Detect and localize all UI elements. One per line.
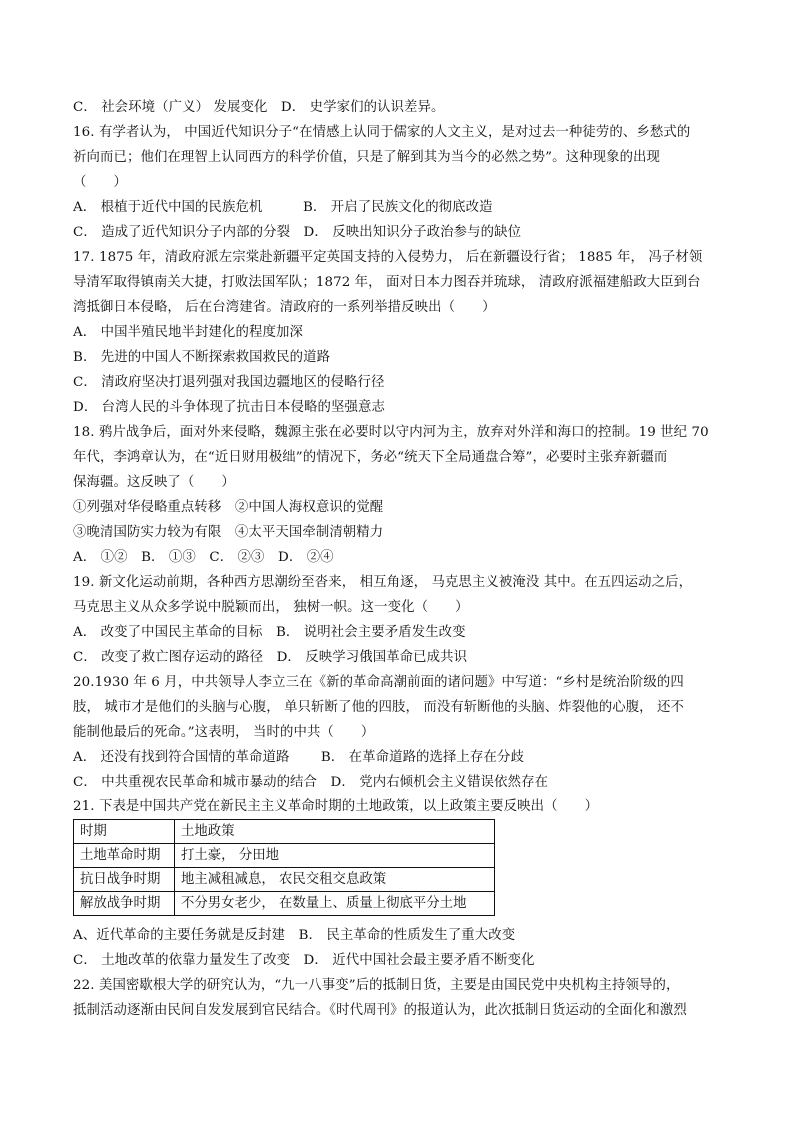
table-header-row — [74, 820, 495, 844]
table-cell: 打土豪， 分田地 — [175, 844, 495, 868]
statement-line: ①列强对华侵略重点转移 ②中国人海权意识的觉醒 — [73, 500, 384, 515]
question-21: 21. 下表是中国共产党在新民主主义革命时期的土地政策，以上政策主要反映出（ ） — [73, 799, 599, 814]
option-line: B． 先进的中国人不断探索救国救民的道路 — [73, 350, 331, 365]
statement-line: ③晚清国防实力较为有限 ④太平天国牵制清朝精力 — [73, 525, 384, 540]
option-line: C． 土地改革的依靠力量发生了改变 D． 近代中国社会最主要矛盾不断变化 — [73, 953, 535, 968]
question-22: 22. 美国密歇根大学的研究认为，“九一八事变”后的抵制日货，主要是由国民党中央机构主持领导的， — [73, 978, 680, 993]
question-text: 祈向而已；他们在理智上认同西方的科学价值，只是了解到其为当今的必然之势”。这种现象的出现 — [73, 150, 661, 165]
table-cell: 土地革命时期 — [74, 844, 175, 868]
question-text: 能制他最后的死命。”这表明， 当时的中共（ ） — [73, 725, 375, 740]
question-17: 17. 1875 年，清政府派左宗棠赴新疆平定英国支持的入侵势力， 后在新疆设行省； 1885 年， 冯子材领 — [73, 250, 703, 265]
option-line: C． 清政府坚决打退列强对我国边疆地区的侵略行径 — [73, 375, 385, 390]
table-cell: 不分男女老少， 在数量上、质量上彻底平分土地 — [175, 892, 495, 916]
option-line: A． 中国半殖民地半封建化的程度加深 — [73, 325, 303, 340]
question-19: 19. 新文化运动前期，各种西方思潮纷至沓来， 相互角逐， 马克思主义被淹没 其中。在五四运动之后， — [73, 575, 693, 590]
option-line: A． 根植于近代中国的民族危机 B． 开启了民族文化的彻底改造 — [73, 200, 493, 215]
option-line: C． 造成了近代知识分子内部的分裂 D． 反映出知识分子政治参与的缺位 — [73, 225, 522, 240]
question-text: 湾抵御日本侵略， 后在台湾建省。清政府的一系列举措反映出（ ） — [73, 300, 496, 315]
option-line: C． 改变了救亡图存运动的路径 D． 反映学习俄国革命已成共识 — [73, 650, 468, 665]
question-text: 年代，李鸿章认为，在“近日财用极绌”的情况下，务必“统天下全局通盘合筹”，必要时主张弃新疆而 — [73, 450, 668, 465]
option-line: A、近代革命的主要任务就是反封建 B． 民主革命的性质发生了重大改变 — [73, 928, 516, 943]
table-header-cell: 土地政策 — [175, 820, 495, 844]
table-cell: 解放战争时期 — [74, 892, 175, 916]
land-policy-table — [73, 819, 495, 916]
question-16: 16. 有学者认为， 中国近代知识分子“在情感上认同于儒家的人文主义，是对过去一种徒劳的、乡愁式的 — [73, 125, 691, 140]
option-line: A． 还没有找到符合国情的革命道路 B． 在革命道路的选择上存在分歧 — [73, 750, 524, 765]
option-line: D． 台湾人民的斗争体现了抗击日本侵略的坚强意志 — [73, 400, 385, 415]
question-text: 导清军取得镇南关大捷，打败法国军队；1872 年， 面对日本力图吞并琉球， 清政府派福建船政大臣到台 — [73, 275, 701, 290]
table-row — [74, 892, 495, 916]
table-row — [74, 868, 495, 892]
table-cell: 抗日战争时期 — [74, 868, 175, 892]
table-row — [74, 844, 495, 868]
question-text: 抵制活动逐渐由民间自发发展到官民结合。《时代周刊》的报道认为，此次抵制日货运动的全面化和激烈 — [73, 1003, 687, 1018]
question-text: 肢， 城市才是他们的头脑与心腹， 单只斩断了他的四肢， 而没有斩断他的头脑、炸裂他的心腹， 还不 — [73, 700, 685, 715]
option-line: C． 社会环境（广义） 发展变化 D． 史学家们的认识差异。 — [73, 100, 445, 115]
option-line: A． 改变了中国民主革命的目标 B． 说明社会主要矛盾发生改变 — [73, 625, 466, 640]
table-header-cell: 时期 — [74, 820, 175, 844]
table-cell: 地主减租减息， 农民交租交息政策 — [175, 868, 495, 892]
question-text: 保海疆。这反映了（ ） — [73, 475, 235, 490]
question-text: 马克思主义从众多学说中脱颖而出， 独树一帜。这一变化（ ） — [73, 600, 469, 615]
option-line: C． 中共重视农民革命和城市暴动的结合 D． 党内右倾机会主义错误依然存在 — [73, 775, 549, 790]
question-20: 20.1930 年 6 月，中共领导人李立三在《新的革命高潮前面的诸问题》中写道：“乡村是统治阶级的四 — [73, 675, 684, 690]
option-line: A． ①② B． ①③ C． ②③ D． ②④ — [73, 550, 334, 565]
answer-blank: （ ） — [73, 175, 127, 190]
question-18: 18. 鸦片战争后，面对外来侵略，魏源主张在必要时以守内河为主，放弃对外洋和海口的控制。19 世纪 70 — [73, 425, 709, 440]
